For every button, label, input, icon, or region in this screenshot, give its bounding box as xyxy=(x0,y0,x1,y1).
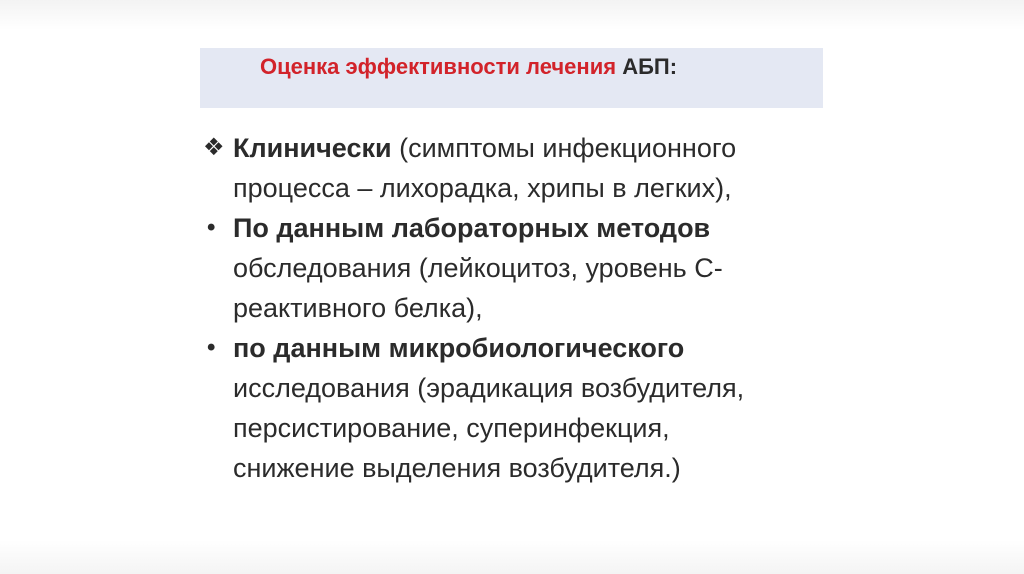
list-item-laboratory xyxy=(203,208,843,328)
title-dark-text: АБП: xyxy=(622,54,678,79)
item-line: обследования (лейкоцитоз, уровень С- xyxy=(233,253,723,283)
item-bold-text: по данным микробиологического xyxy=(233,333,685,363)
item-line: персистирование, суперинфекция, xyxy=(233,413,670,443)
title-bar xyxy=(200,48,823,108)
item-line: снижение выделения возбудителя.) xyxy=(233,453,681,483)
diamond-bullet-icon: ❖ xyxy=(203,134,225,161)
item-bold-text: Клинически xyxy=(233,133,392,163)
item-bold-text: По данным лабораторных методов xyxy=(233,213,711,243)
item-line: исследования (эрадикация возбудителя, xyxy=(233,373,745,403)
item-text: (симптомы инфекционного xyxy=(391,133,737,163)
slide-content xyxy=(203,128,843,488)
bullet-icon: • xyxy=(207,334,216,361)
item-line: реактивного белка), xyxy=(233,293,483,323)
item-line xyxy=(233,128,843,168)
bullet-icon: • xyxy=(207,214,216,241)
slide-title xyxy=(260,54,677,80)
item-line: процесса – лихорадка, хрипы в легких), xyxy=(233,173,732,203)
list-item-microbiological xyxy=(203,328,843,488)
list-item-clinical xyxy=(203,128,843,208)
title-red-text: Оценка эффективности лечения xyxy=(260,54,617,79)
